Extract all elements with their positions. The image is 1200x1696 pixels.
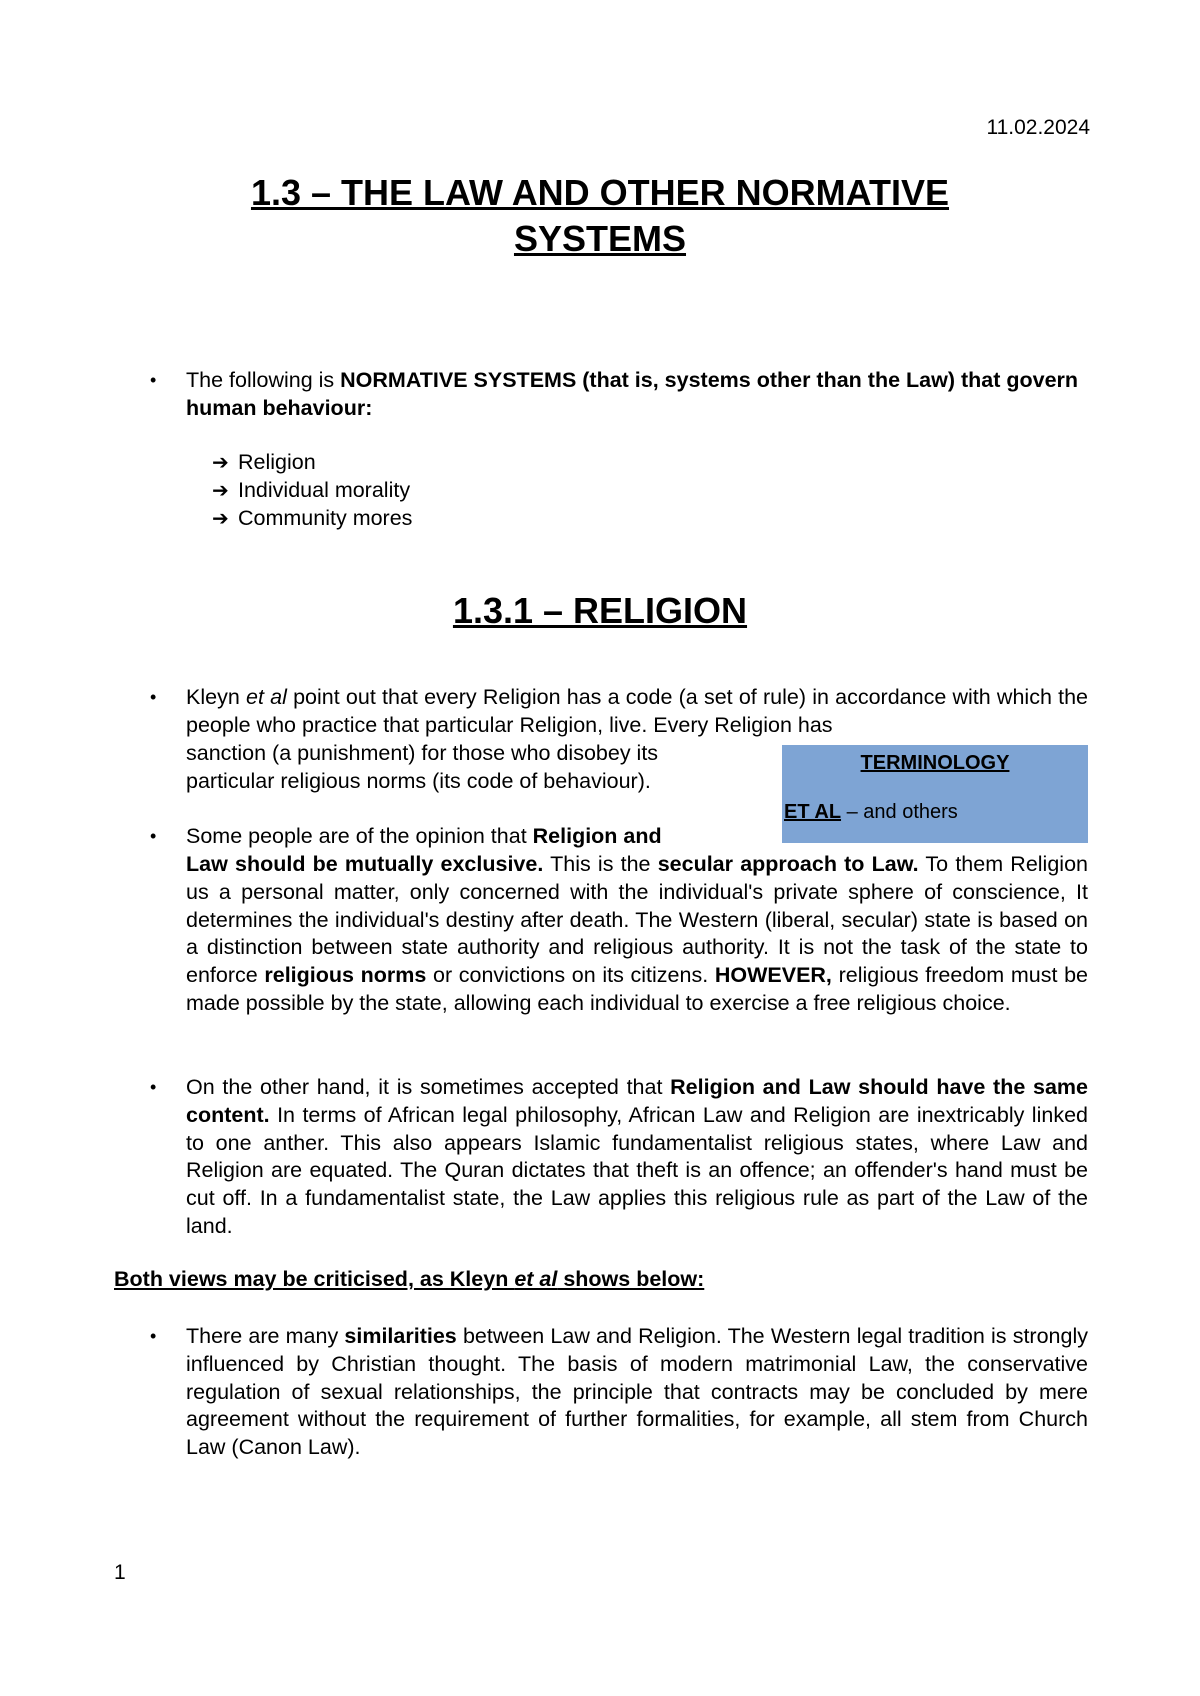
religion-paragraph-1: Kleyn et al point out that every Religion has a code (a set of rule) in accordance with which the people who practice that particular Religion, live. Every Religion has (186, 685, 1088, 737)
religion-paragraph-1-continued: sanction (a punishment) for those who disobey its particular religious norms (its code of behaviour). (186, 741, 659, 793)
arrow-right-icon: ➔ (212, 450, 229, 474)
arrow-right-icon: ➔ (212, 505, 229, 530)
intro-paragraph: The following is NORMATIVE SYSTEMS (that is, systems other than the Law) that govern human behaviour: (186, 368, 1079, 420)
bullet-icon: • (150, 1326, 157, 1346)
arrow-right-icon: ➔ (212, 477, 229, 502)
document-title (0, 170, 1200, 262)
bullet-icon: • (150, 826, 157, 846)
terminology-title: TERMINOLOGY (860, 752, 1010, 774)
list-item: ➔ Individual morality (212, 477, 412, 505)
bullet-icon: • (150, 370, 157, 390)
page-number: 1 (114, 1561, 126, 1584)
terminology-box (782, 745, 1088, 843)
document-title-line1: 1.3 – THE LAW AND OTHER NORMATIVE (250, 172, 950, 213)
document-title-line2: SYSTEMS (513, 218, 687, 259)
list-item: ➔ Religion (212, 449, 412, 477)
section-heading: 1.3.1 – RELIGION (452, 590, 748, 631)
list-item: ➔ Community mores (212, 505, 412, 533)
religion-paragraph-2: Law should be mutually exclusive. This is the secular approach to Law. To them Religion us a personal matter, only concerned with the individual's private sphere of conscience, It determines the individual's destiny after death. The Western (liberal, secular) state is based on a distinction between state authority and religious authority. It is not the task of the state to enforce religious norms or convictions on its citizens. HOWEVER, religious freedom must be made possible by the state, allowing each individual to exercise a free religious choice. (186, 852, 1088, 1015)
document-date: 11.02.2024 (986, 116, 1090, 139)
bullet-icon: • (150, 687, 157, 707)
religion-paragraph-2-lead: Some people are of the opinion that Religion and (186, 824, 662, 848)
similarities-paragraph: There are many similarities between Law and Religion. The Western legal tradition is strongly influenced by Christian thought. The basis of modern matrimonial Law, the conservative regulation of sexual relationships, the principle that contracts may be concluded by mere agreement without the requirement of further formalities, for example, all stem from Church Law (Canon Law). (186, 1324, 1088, 1460)
normative-systems-list (212, 449, 412, 532)
criticism-subheading: Both views may be criticised, as Kleyn et al shows below: (114, 1267, 705, 1291)
religion-paragraph-3: On the other hand, it is sometimes accepted that Religion and Law should have the same content. In terms of African legal philosophy, African Law and Religion are inextricably linked to one anther. This also appears Islamic fundamentalist religious states, where Law and Religion are equated. The Quran dictates that theft is an offence; an offender's hand must be cut off. In a fundamentalist state, the Law applies this religious rule as part of the Law of the land. (186, 1075, 1088, 1238)
terminology-entry: ET AL – and others (784, 801, 958, 823)
bullet-icon: • (150, 1077, 157, 1097)
